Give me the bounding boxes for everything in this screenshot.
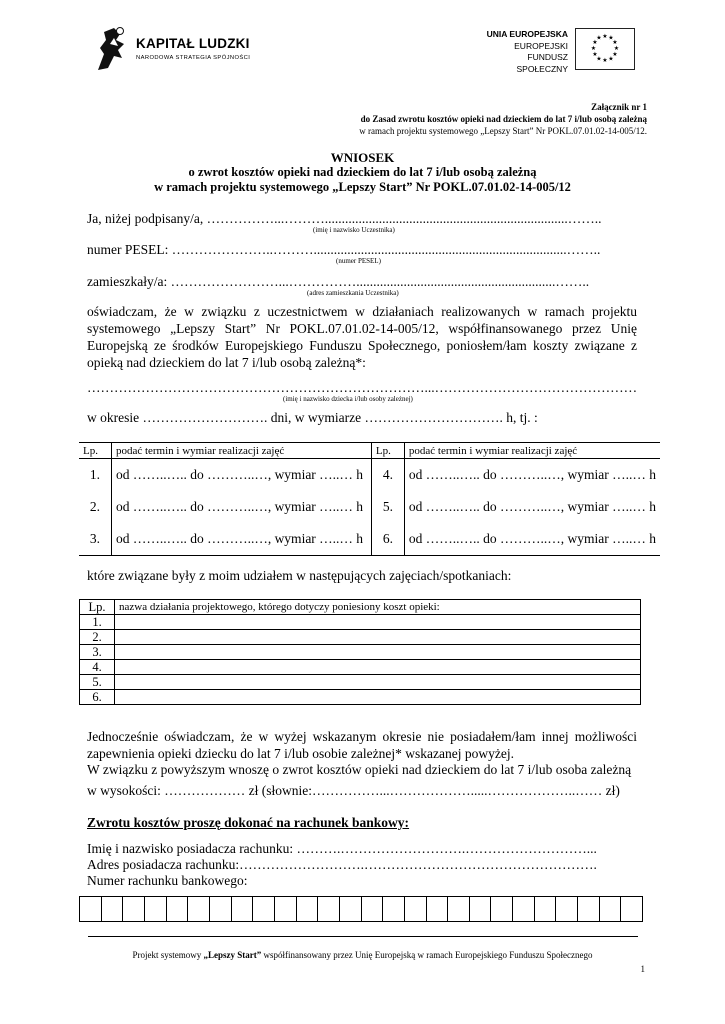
annex-header bbox=[359, 101, 647, 137]
account-holder-field[interactable]: Imię i nazwisko posiadacza rachunku: ……….……………………….………………………... bbox=[87, 841, 597, 856]
schedule-entry[interactable]: od ……..….. do ………..…, wymiar …..… h bbox=[111, 459, 371, 492]
schedule-entry[interactable]: od ……..….. do ………..…, wymiar …..… h bbox=[111, 523, 371, 556]
activities-entry[interactable] bbox=[115, 690, 641, 705]
period-field[interactable]: w okresie ………………………. dni, w wymiarze …………………………. h, tj. : bbox=[87, 410, 538, 425]
schedule-lp: 6. bbox=[371, 523, 404, 556]
declaration-text: oświadczam, że w związku z uczestnictwem w działaniach realizowanych w ramach projektu systemowego „Lepszy Start” Nr POKL.07.01.02-14-005/12, współfinansowanego przez Unię Europejską ze środków Europejskiego Funduszu Społecznego, poniosłem/łam koszty związane z opieką nad dzieckiem do lat 7 i/lub osobą zależną*: bbox=[87, 304, 637, 370]
svg-text:★: ★ bbox=[596, 55, 602, 63]
dependent-caption: (imię i nazwisko dziecka i/lub osoby zależnej) bbox=[283, 395, 413, 403]
eu-logo-line3: FUNDUSZ SPOŁECZNY bbox=[516, 52, 568, 74]
schedule-entry[interactable]: od ……..….. do ………..…, wymiar …..… h bbox=[111, 491, 371, 523]
annex-rules: do Zasad zwrotu kosztów opieki nad dzieckiem do lat 7 i/lub osobą zależną bbox=[360, 114, 647, 124]
kapital-ludzki-logo bbox=[94, 22, 264, 78]
activities-entry[interactable] bbox=[115, 630, 641, 645]
dependent-field[interactable]: …………………………………………………………………...……………………………………… bbox=[87, 380, 638, 395]
svg-text:★: ★ bbox=[612, 39, 618, 46]
address-caption: (adres zamieszkania Uczestnika) bbox=[307, 289, 399, 297]
pesel-field[interactable]: numer PESEL: …………………..………...........................................................................…….. bbox=[87, 242, 601, 257]
activities-header-lp: Lp. bbox=[80, 600, 115, 615]
schedule-header-desc-right: podać termin i wymiar realizacji zajęć bbox=[404, 443, 660, 459]
schedule-entry[interactable]: od ……..….. do ………..…, wymiar …..… h bbox=[404, 523, 660, 556]
activities-entry[interactable] bbox=[115, 615, 641, 630]
amount-field[interactable]: w wysokości: ……………… zł (słownie:……………...……………….....………………..…… zł) bbox=[87, 783, 620, 798]
account-number-boxes[interactable] bbox=[79, 896, 643, 922]
footer-divider bbox=[88, 936, 638, 937]
svg-text:★: ★ bbox=[592, 39, 598, 46]
svg-text:★: ★ bbox=[596, 34, 602, 42]
eu-flag-icon bbox=[575, 28, 635, 70]
activities-lp: 6. bbox=[80, 690, 115, 705]
bank-heading: Zwrotu kosztów proszę dokonać na rachunek bankowy: bbox=[87, 815, 410, 830]
activities-entry[interactable] bbox=[115, 675, 641, 690]
holder-address-field[interactable]: Adres posiadacza rachunku:……………………….……………………………………………. bbox=[87, 857, 597, 872]
svg-text:★: ★ bbox=[608, 55, 614, 63]
svg-text:★: ★ bbox=[602, 57, 608, 64]
schedule-lp: 4. bbox=[371, 459, 404, 492]
schedule-row bbox=[79, 491, 660, 523]
svg-text:★: ★ bbox=[612, 51, 618, 58]
activities-lp: 1. bbox=[80, 615, 115, 630]
statement-text: Jednocześnie oświadczam, że w wyżej wskazanym okresie nie posiadałem/łam innej możliwości zapewnienia opieki dziecku do lat 7 i/lub osobie zależnej* wskazanej powyżej. bbox=[87, 729, 637, 761]
activities-row bbox=[80, 690, 641, 705]
form-subtitle-1: o zwrot kosztów opieki nad dzieckiem do lat 7 i/lub osobą zależną bbox=[188, 165, 537, 179]
activities-entry[interactable] bbox=[115, 645, 641, 660]
schedule-row bbox=[79, 459, 660, 492]
footer-text bbox=[0, 950, 725, 960]
annex-number: Załącznik nr 1 bbox=[591, 102, 647, 112]
address-field[interactable]: zamieszkały/a: ……………………...……………...........................................................…….. bbox=[87, 274, 590, 289]
eu-logo-line1: UNIA EUROPEJSKA bbox=[486, 29, 568, 39]
page-number: 1 bbox=[640, 964, 645, 974]
schedule-header-lp-left: Lp. bbox=[79, 443, 111, 459]
footer-suffix: współfinansowany przez Unię Europejską w ramach Europejskiego Funduszu Społecznego bbox=[261, 950, 593, 960]
svg-text:★: ★ bbox=[613, 45, 620, 52]
schedule-header-desc-left: podać termin i wymiar realizacji zajęć bbox=[111, 443, 371, 459]
activities-table bbox=[79, 599, 641, 705]
activities-lp: 4. bbox=[80, 660, 115, 675]
activities-header-row bbox=[80, 600, 641, 615]
schedule-entry[interactable]: od ……..….. do ………..…, wymiar …..… h bbox=[408, 499, 656, 514]
activities-entry[interactable] bbox=[115, 660, 641, 675]
svg-text:★: ★ bbox=[602, 33, 608, 40]
form-title: WNIOSEK bbox=[330, 150, 395, 165]
svg-text:★: ★ bbox=[608, 34, 614, 42]
activities-row bbox=[80, 675, 641, 690]
activities-row bbox=[80, 630, 641, 645]
footer-project: „Lepszy Start” bbox=[203, 950, 262, 960]
kapital-ludzki-subtitle: NARODOWA STRATEGIA SPÓJNOŚCI bbox=[136, 55, 251, 61]
schedule-row bbox=[79, 523, 660, 556]
account-number-label: Numer rachunku bankowego: bbox=[87, 873, 248, 888]
schedule-lp: 3. bbox=[79, 523, 111, 556]
request-text: W związku z powyższym wnoszę o zwrot kosztów opieki nad dzieckiem do lat 7 i/lub osoba zależną bbox=[87, 762, 632, 777]
activities-row bbox=[80, 615, 641, 630]
footer-prefix: Projekt systemowy bbox=[132, 950, 204, 960]
svg-text:★: ★ bbox=[592, 51, 598, 58]
activities-header-desc: nazwa działania projektowego, którego dotyczy poniesiony koszt opieki: bbox=[115, 600, 641, 615]
activities-lp: 3. bbox=[80, 645, 115, 660]
name-caption: (imię i nazwisko Uczestnika) bbox=[313, 226, 395, 234]
activities-row bbox=[80, 645, 641, 660]
activities-lp: 5. bbox=[80, 675, 115, 690]
name-field[interactable]: Ja, niżej podpisany/a, ……………...………........................................................................…….. bbox=[87, 211, 602, 226]
annex-project: w ramach projektu systemowego „Lepszy Start” Nr POKL.07.01.02-14-005/12. bbox=[359, 126, 647, 136]
eu-logo bbox=[478, 26, 638, 78]
schedule-table bbox=[79, 442, 660, 556]
eu-logo-line2: EUROPEJSKI bbox=[514, 40, 568, 51]
schedule-lp: 2. bbox=[79, 491, 111, 523]
pesel-caption: (numer PESEL) bbox=[336, 257, 381, 265]
form-subtitle-2: w ramach projektu systemowego „Lepszy Start” Nr POKL.07.01.02-14-005/12 bbox=[154, 180, 571, 194]
kapital-ludzki-emblem-icon bbox=[94, 24, 132, 74]
eu-logo-text bbox=[478, 29, 568, 75]
svg-text:★: ★ bbox=[590, 45, 597, 52]
kapital-ludzki-title: KAPITAŁ LUDZKI bbox=[136, 36, 250, 51]
schedule-header-row bbox=[79, 443, 660, 459]
schedule-header-lp-right: Lp. bbox=[371, 443, 404, 459]
activities-row bbox=[80, 660, 641, 675]
schedule-lp: 5. bbox=[371, 491, 404, 523]
activities-intro: które związane były z moim udziałem w następujących zajęciach/spotkaniach: bbox=[87, 568, 512, 583]
schedule-lp: 1. bbox=[79, 459, 111, 492]
schedule-entry[interactable]: od ……..….. do ………..…, wymiar …..… h bbox=[408, 467, 656, 482]
activities-lp: 2. bbox=[80, 630, 115, 645]
